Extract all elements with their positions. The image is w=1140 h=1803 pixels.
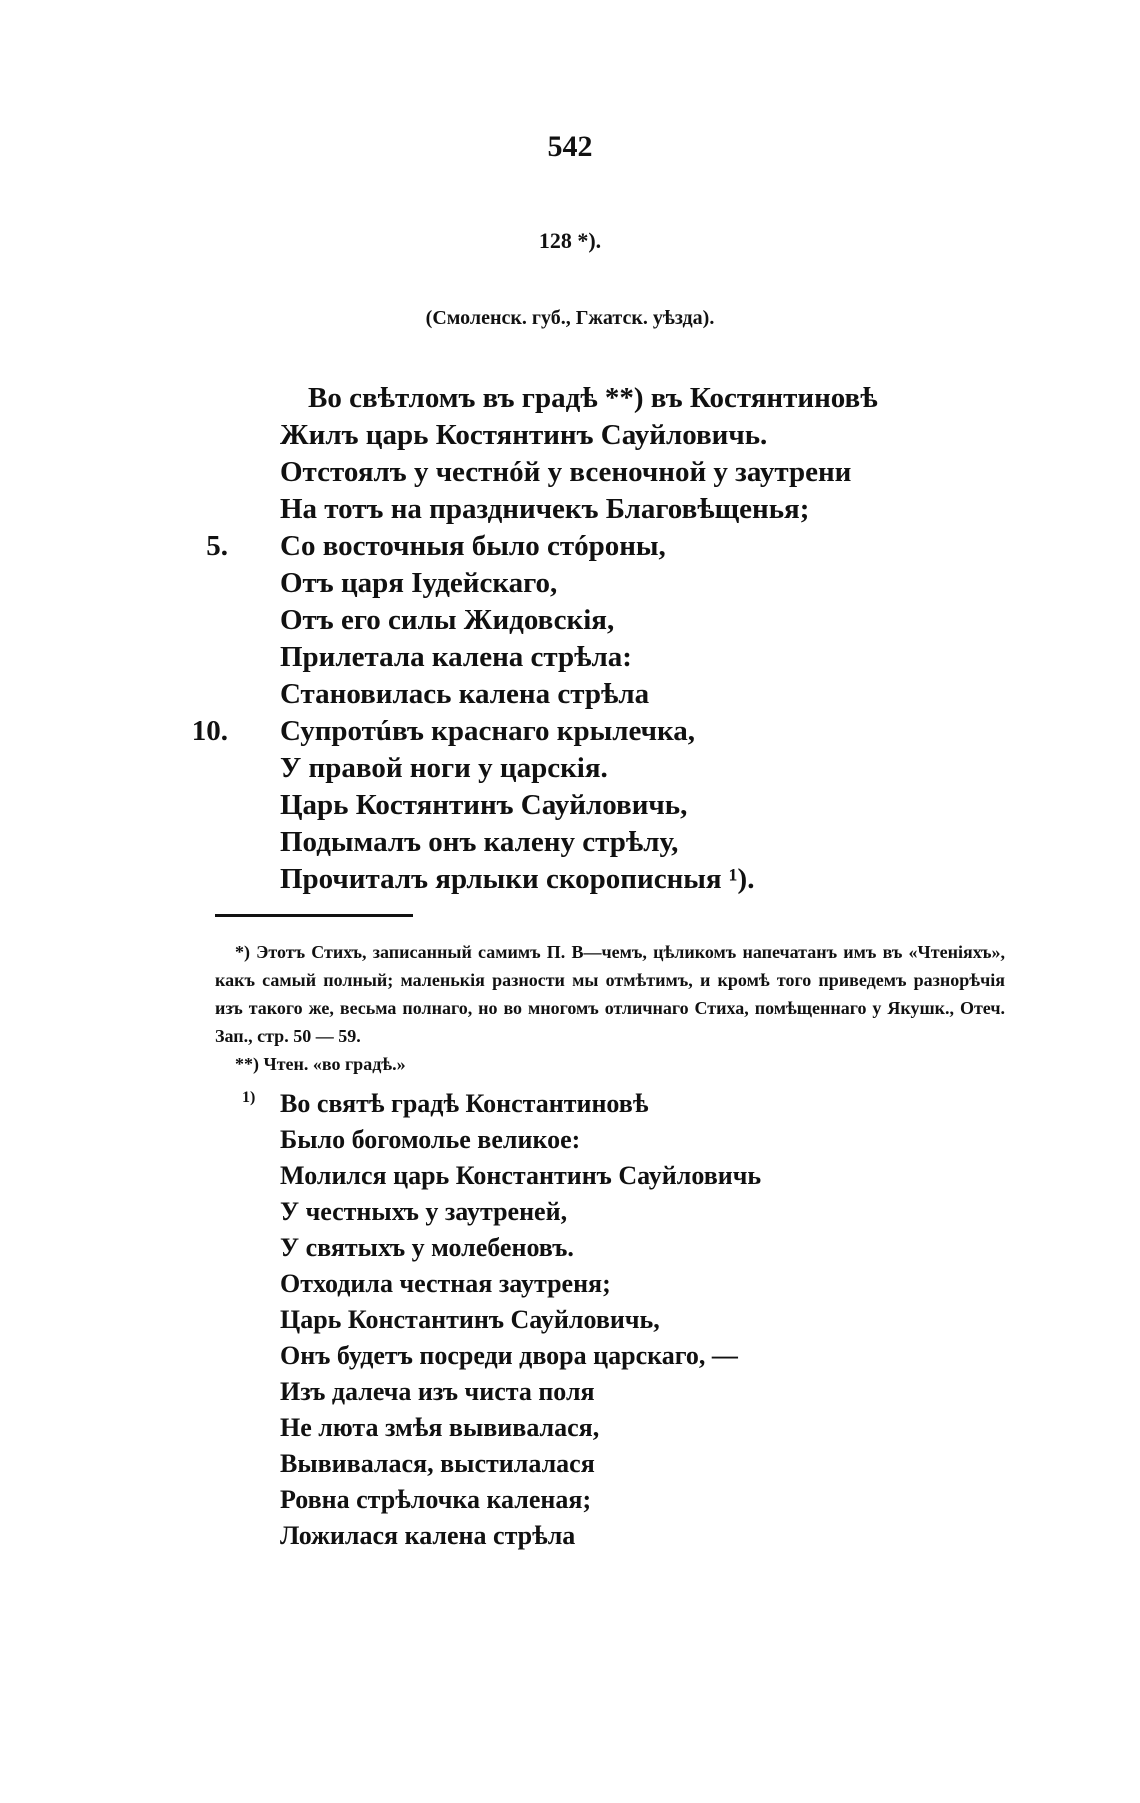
variant-line: [230, 1086, 930, 1122]
line-text: Прилетала калена стрѣла:: [280, 641, 632, 673]
variant-line-text: У святыхъ у молебеновъ.: [280, 1233, 574, 1262]
line-text: Жилъ царь Костянтинъ Сауйловичь.: [280, 419, 768, 451]
variant-line-text: Вывивалася, выстилалася: [280, 1449, 595, 1478]
footnote-2: **) Чтен. «во градѣ.»: [235, 1054, 406, 1074]
line-text: Отстоялъ у честнóй у всеночной у заутрени: [280, 456, 852, 488]
variant-line-text: У честныхъ у заутреней,: [280, 1197, 568, 1226]
variant-footnote-mark: 1): [242, 1089, 256, 1106]
poem-line: [230, 380, 930, 417]
poem-line: [230, 861, 930, 898]
line-text: Супротúвъ краснаго крылечка,: [280, 715, 696, 747]
footnote-divider: [215, 914, 413, 917]
variant-line-text: Ложилася калена стрѣла: [280, 1521, 576, 1550]
line-number: 5.: [206, 530, 228, 562]
line-text: Становилась калена стрѣла: [280, 678, 650, 710]
line-text: Во свѣтломъ въ градѣ **) въ Костянтиновѣ: [308, 382, 878, 414]
variant-line: [230, 1266, 930, 1302]
poem-line: [230, 750, 930, 787]
variant-line: [230, 1230, 930, 1266]
variant-line-text: Изъ далеча изъ чиста поля: [280, 1377, 595, 1406]
variant-line: [230, 1374, 930, 1410]
line-text: Отъ царя Іудейскаго,: [280, 567, 558, 599]
poem-line: [191, 713, 930, 750]
poem-line: [230, 824, 930, 861]
location-subtitle: (Смоленск. губ., Гжатск. уѣзда).: [425, 307, 715, 329]
variant-line-text: Было богомолье великое:: [280, 1125, 581, 1154]
variant-line: [230, 1518, 930, 1554]
variant-line-text: Царь Константинъ Сауйловичь,: [280, 1305, 660, 1334]
poem-line: [230, 787, 930, 824]
footnote-1: *) Этотъ Стихъ, записанный самимъ П. В—чемъ, цѣликомъ напечатанъ имъ въ «Чтеніяхъ», какъ самый полный; маленькія разности мы отмѣтимъ, и кромѣ того приведемъ разнорѣчія изъ такого же, весьма полнаго, но во многомъ отличнаго Стиха, помѣщеннаго у Якушк., Отеч. Зап., стр. 50 — 59.: [215, 942, 1005, 1046]
line-text: На тотъ на праздничекъ Благовѣщенья;: [280, 493, 810, 525]
line-text: Со восточныя было стóроны,: [280, 530, 666, 562]
poem-body: [191, 380, 930, 898]
poem-line: [206, 528, 930, 565]
line-text: У правой ноги у царскія.: [280, 752, 608, 784]
variant-line-text: Отходила честная заутреня;: [280, 1269, 611, 1298]
poem-line: [230, 639, 930, 676]
poem-line: [230, 417, 930, 454]
variant-line: [230, 1158, 930, 1194]
variant-line: [230, 1302, 930, 1338]
line-text: Подымалъ онъ калену стрѣлу,: [280, 826, 679, 858]
poem-line: [230, 565, 930, 602]
footnotes: [215, 938, 1005, 1078]
variant-line: [230, 1482, 930, 1518]
variant-text: [230, 1086, 930, 1554]
poem-line: [230, 491, 930, 528]
variant-line: [230, 1410, 930, 1446]
line-text: Царь Костянтинъ Сауйловичь,: [280, 789, 688, 821]
variant-line: [230, 1194, 930, 1230]
variant-line-text: Не люта змѣя вывивалася,: [280, 1413, 600, 1442]
line-number: 10.: [191, 715, 228, 747]
poem-line: [230, 602, 930, 639]
variant-line: [230, 1338, 930, 1374]
line-text: Прочиталъ ярлыки скорописныя ¹).: [280, 863, 755, 895]
poem-line: [230, 454, 930, 491]
variant-line-text: Во святѣ градѣ Константиновѣ: [280, 1089, 649, 1118]
poem-number: 128 *).: [538, 228, 602, 253]
poem-line: [230, 676, 930, 713]
variant-line-text: Онъ будетъ посреди двора царскаго, —: [280, 1341, 738, 1370]
variant-line-text: Ровна стрѣлочка каленая;: [280, 1485, 592, 1514]
variant-line: [230, 1446, 930, 1482]
page-number: 542: [547, 130, 593, 163]
variant-line: [230, 1122, 930, 1158]
variant-line-text: Молился царь Константинъ Сауйловичь: [280, 1161, 762, 1190]
line-text: Отъ его силы Жидовскія,: [280, 604, 615, 636]
